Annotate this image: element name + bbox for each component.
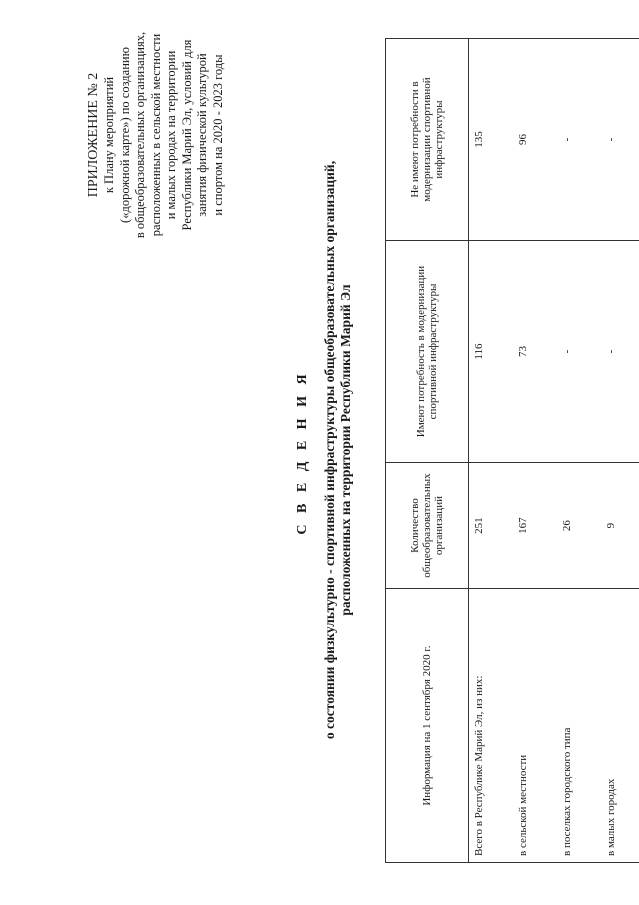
cell-total: 9 [601,462,639,588]
appendix-line: («дорожной карте») по созданию [117,47,132,223]
cell-no-need: - [557,39,601,241]
appendix-block [85,10,226,260]
subtitle-line-1: о состоянии физкультурно - спортивной инфраструктуры общеобразовательных организаций, [322,160,337,740]
table-row [601,39,639,863]
cell-need: - [557,241,601,463]
appendix-title: ПРИЛОЖЕНИЕ № 2 [86,72,101,198]
row-label: в сельской местности [513,589,557,863]
cell-need: - [601,241,639,463]
table-row [557,39,601,863]
row-label: в поселках городского типа [557,589,601,863]
cell-need: 73 [513,241,557,463]
appendix-line: и малых городах на территории [164,50,178,220]
appendix-line: в общеобразовательных организациях, [133,31,147,239]
appendix-line: и спортом на 2020 - 2023 годы [210,54,225,216]
header-info-date: Информация на 1 сентября 2020 г. [386,589,469,863]
document-title: С В Е Д Е Н И Я [295,370,310,535]
cell-need: 116 [469,241,514,463]
row-label: Всего в Республике Марий Эл, из них: [469,589,514,863]
table-row [513,39,557,863]
subtitle-line-2: расположенных на территории Республики Марий Эл [338,284,353,616]
cell-total: 251 [469,462,514,588]
appendix-line: занятия физической культурой [195,53,209,217]
header-no-need-modernization: Не имеют потребности в модернизации спортивной инфраструктуры [386,39,469,241]
cell-total: 26 [557,462,601,588]
cell-total: 167 [513,462,557,588]
document-subtitle [322,155,354,745]
cell-no-need: 96 [513,39,557,241]
appendix-line: к Плану мероприятий [102,76,116,194]
cell-no-need: 135 [469,39,514,241]
header-org-count: Количество общеобразовательных организаций [386,462,469,588]
infrastructure-table [385,38,639,863]
table-row [469,39,514,863]
header-need-modernization: Имеют потребность в модернизации спортивной инфраструктуры [386,241,469,463]
appendix-line: расположенных в сельской местности [148,33,163,237]
row-label: в малых городах [601,589,639,863]
appendix-line: Республики Марий Эл, условий для [179,39,194,231]
cell-no-need: - [601,39,639,241]
table-header-row [386,39,469,863]
